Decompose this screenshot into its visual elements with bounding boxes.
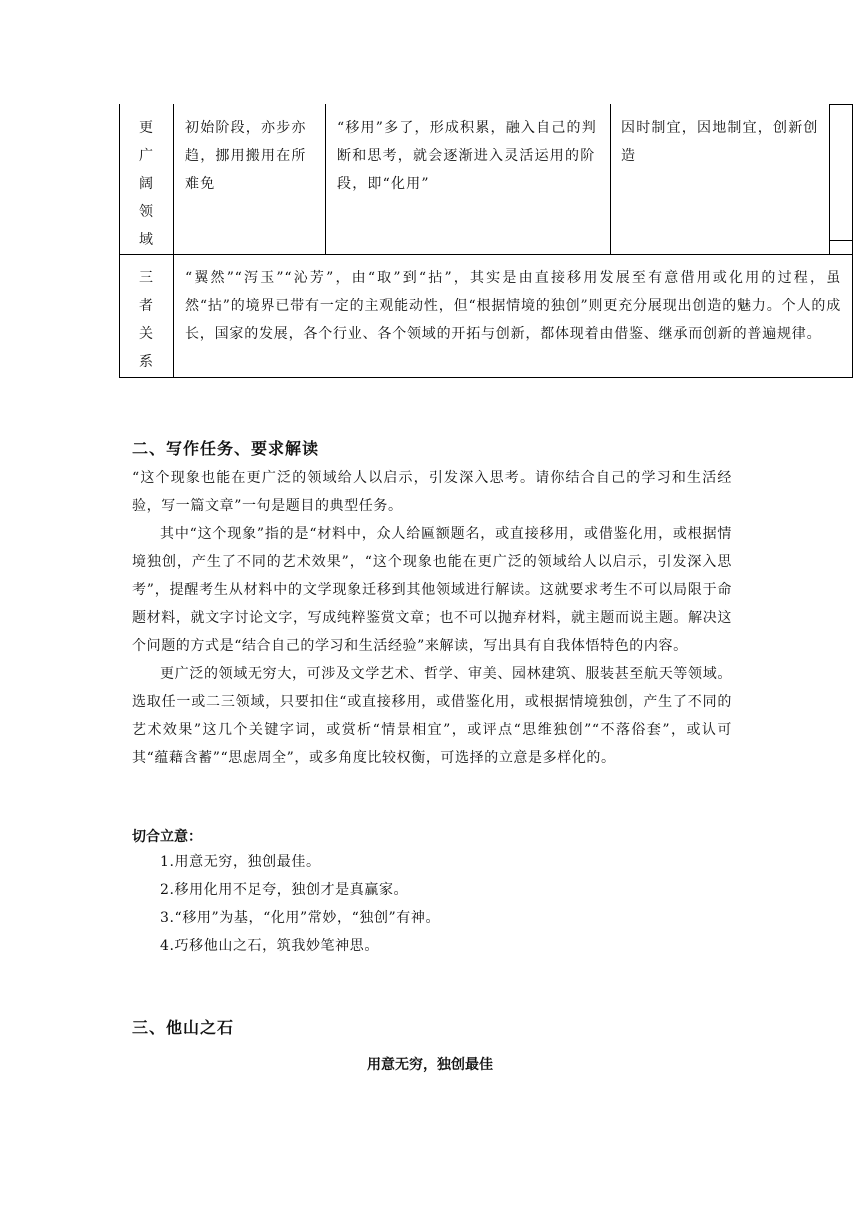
paragraph: 更广泛的领域无穷大，可涉及文学艺术、哲学、审美、园林建筑、服装甚至航天等领域。选取任一或二三领域，只要扣住“或直接移用，或借鉴化用，或根据情境独创，产生了不同的艺术效果”这几个关键字词，或赏析“情景相宜”，或评点“思维独创”“不落俗套”，或认可其“蕴藉含蓄”“思虑周全”，或多角度比较权衡，可选择的立意是多样化的。 [132,666,732,766]
label-char: 关 [139,326,153,342]
list-item: 1.用意无穷，独创最佳。 [160,854,321,870]
list-item: 4.巧移他山之石，筑我妙笔神思。 [160,938,379,954]
table-line [173,104,174,378]
label-char: 更 [139,120,153,136]
table-line [852,104,853,378]
cell-relation-content: “翼然”“泻玉”“沁芳”，由“取”到“拈”，其实是由直接移用发展至有意借用或化用的过程，虽然“拈”的境界已带有一定的主观能动性，但“根据情境的独创”则更充分展现出创造的魅力。个人的成长，国家的发展，各个行业、各个领域的开拓与创新，都体现着由借鉴、继承而创新的普遍规律。 [185,270,841,342]
label-char: 领 [139,204,153,220]
table-line [829,104,830,255]
paragraph: 其中“这个现象”指的是“材料中，众人给匾额题名，或直接移用，或借鉴化用，或根据情境独创，产生了不同的艺术效果”，“这个现象也能在更广泛的领域给人以启示，引发深入思考”，提醒考生从材料中的文学现象迁移到其他领域进行解读。这就要求考生不可以局限于命题材料，就文字讨论文字，写成纯粹鉴赏文章；也不可以抛弃材料，就主题而说主题。解决这个问题的方式是“结合自己的学习和生活经验”来解读，写出具有自我体悟特色的内容。 [132,526,732,654]
table-line [610,104,611,255]
theme-list [160,848,440,960]
table-line [829,240,853,241]
label-char: 域 [139,232,153,248]
label-char: 广 [139,148,153,164]
label-char: 三 [139,270,153,286]
table-line [325,104,326,255]
cell-initial-stage: 初始阶段，亦步亦趋，挪用搬用在所难免 [185,120,307,192]
table-line [119,254,853,255]
label-char: 者 [139,298,153,314]
paragraph: “这个现象也能在更广泛的领域给人以启示，引发深入思考。请你结合自己的学习和生活经验，写一篇文章”一句是题目的典型任务。 [132,470,732,514]
sub-heading-theme: 切合立意： [132,829,202,845]
row-label-broader-domain [119,114,173,254]
list-item: 2.移用化用不足夸，独创才是真赢家。 [160,882,409,898]
essay-title: 用意无穷，独创最佳 [367,1057,493,1073]
cell-adaptation-stage: “移用”多了，形成积累，融入自己的判断和思考，就会逐渐进入灵活运用的阶段，即“化用” [337,120,597,192]
label-char: 系 [139,354,153,370]
comparison-table [119,104,853,378]
label-char: 阔 [139,176,153,192]
list-item: 3.“移用”为基，“化用”常妙，“独创”有神。 [160,910,441,926]
table-line [119,377,853,378]
row-label-three-relation [119,264,173,376]
section-heading-reference: 三、他山之石 [132,1018,235,1037]
cell-innovation-stage: 因时制宜，因地制宜，创新创造 [621,120,819,164]
section-heading-writing-task: 二、写作任务、要求解读 [132,439,320,458]
table-line [829,104,853,105]
section2-body [132,464,732,772]
